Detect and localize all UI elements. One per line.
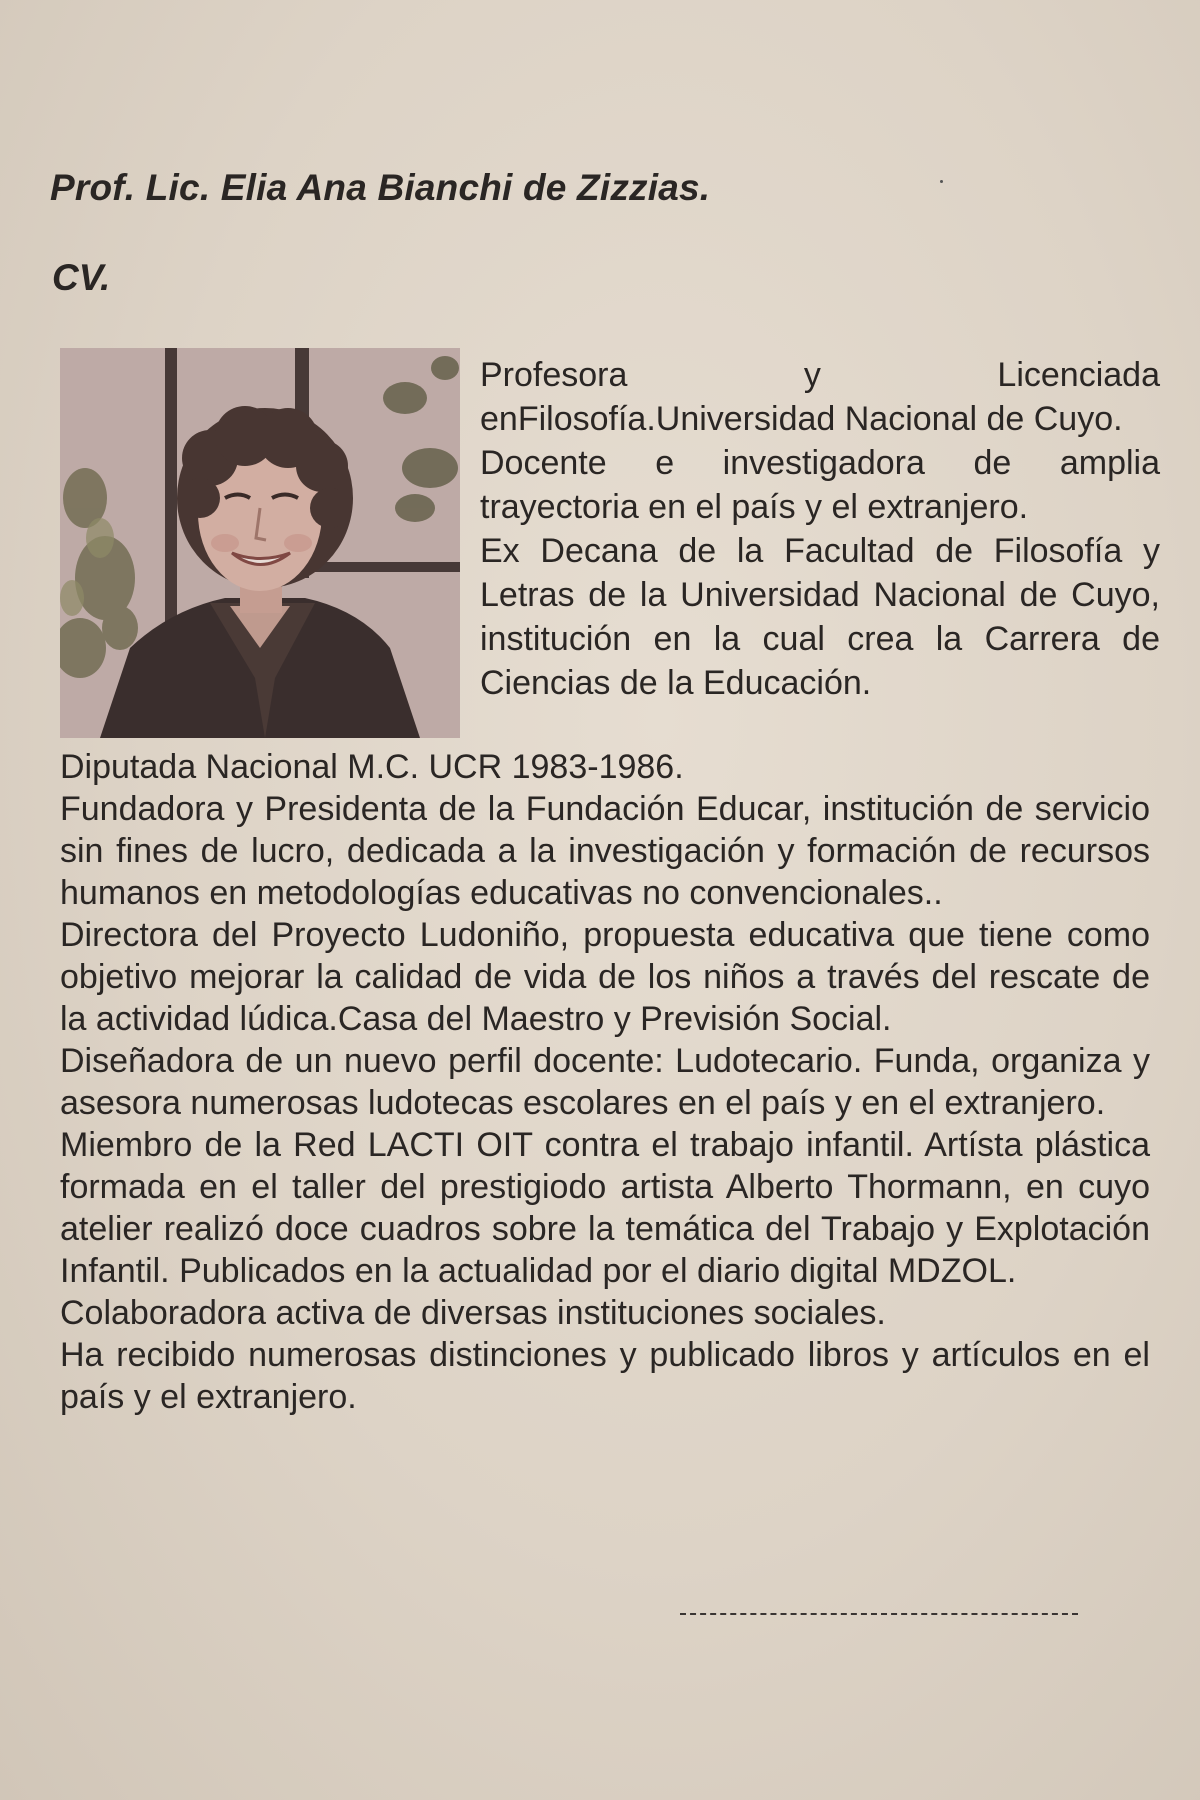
cv-paragraph: Diseñadora de un nuevo perfil docente: Ludotecario. Funda, organiza y asesora numerosas ludotecas escolares en el país y en el extranjero.: [60, 1042, 1150, 1122]
intro-paragraph: Ex Decana de la Facultad de Filosofía y Letras de la Universidad Nacional de Cuyo, institución en la cual crea la Carrera de Ciencias de la Educación.: [480, 532, 1160, 702]
page-title: Prof. Lic. Elia Ana Bianchi de Zizzias.: [50, 167, 711, 208]
cv-paragraph: Fundadora y Presidenta de la Fundación Educar, institución de servicio sin fines de lucro, dedicada a la investigación y formación de recursos humanos en metodologías educativas no convencionales..: [60, 790, 1150, 912]
cv-paragraph: Ha recibido numerosas distinciones y publicado libros y artículos en el país y el extranjero.: [60, 1336, 1150, 1416]
cv-paragraph: Colaboradora activa de diversas instituciones sociales.: [60, 1294, 886, 1332]
portrait-photo: [60, 348, 460, 738]
paper-speck: [940, 180, 943, 183]
cv-heading: CV.: [52, 257, 111, 298]
cv-body: [60, 746, 1150, 1418]
signature-line: [680, 1613, 1078, 1615]
intro-paragraph: Docente e investigadora de amplia trayectoria en el país y el extranjero.: [480, 444, 1160, 526]
cv-paragraph: Diputada Nacional M.C. UCR 1983-1986.: [60, 748, 684, 786]
intro-paragraph: Profesora y Licenciada enFilosofía.Universidad Nacional de Cuyo.: [480, 356, 1160, 438]
cv-paragraph: Miembro de la Red LACTI OIT contra el trabajo infantil. Artísta plástica formada en el taller del prestigiodo artista Alberto Thormann, en cuyo atelier realizó doce cuadros sobre la temática del Trabajo y Explotación Infantil. Publicados en la actualidad por el diario digital MDZOL.: [60, 1126, 1150, 1290]
cv-paragraph: Directora del Proyecto Ludoniño, propuesta educativa que tiene como objetivo mejorar la calidad de vida de los niños a través del rescate de la actividad lúdica.Casa del Maestro y Previsión Social.: [60, 916, 1150, 1038]
portrait-photo-icon: [60, 348, 460, 738]
intro-section: [480, 353, 1160, 705]
